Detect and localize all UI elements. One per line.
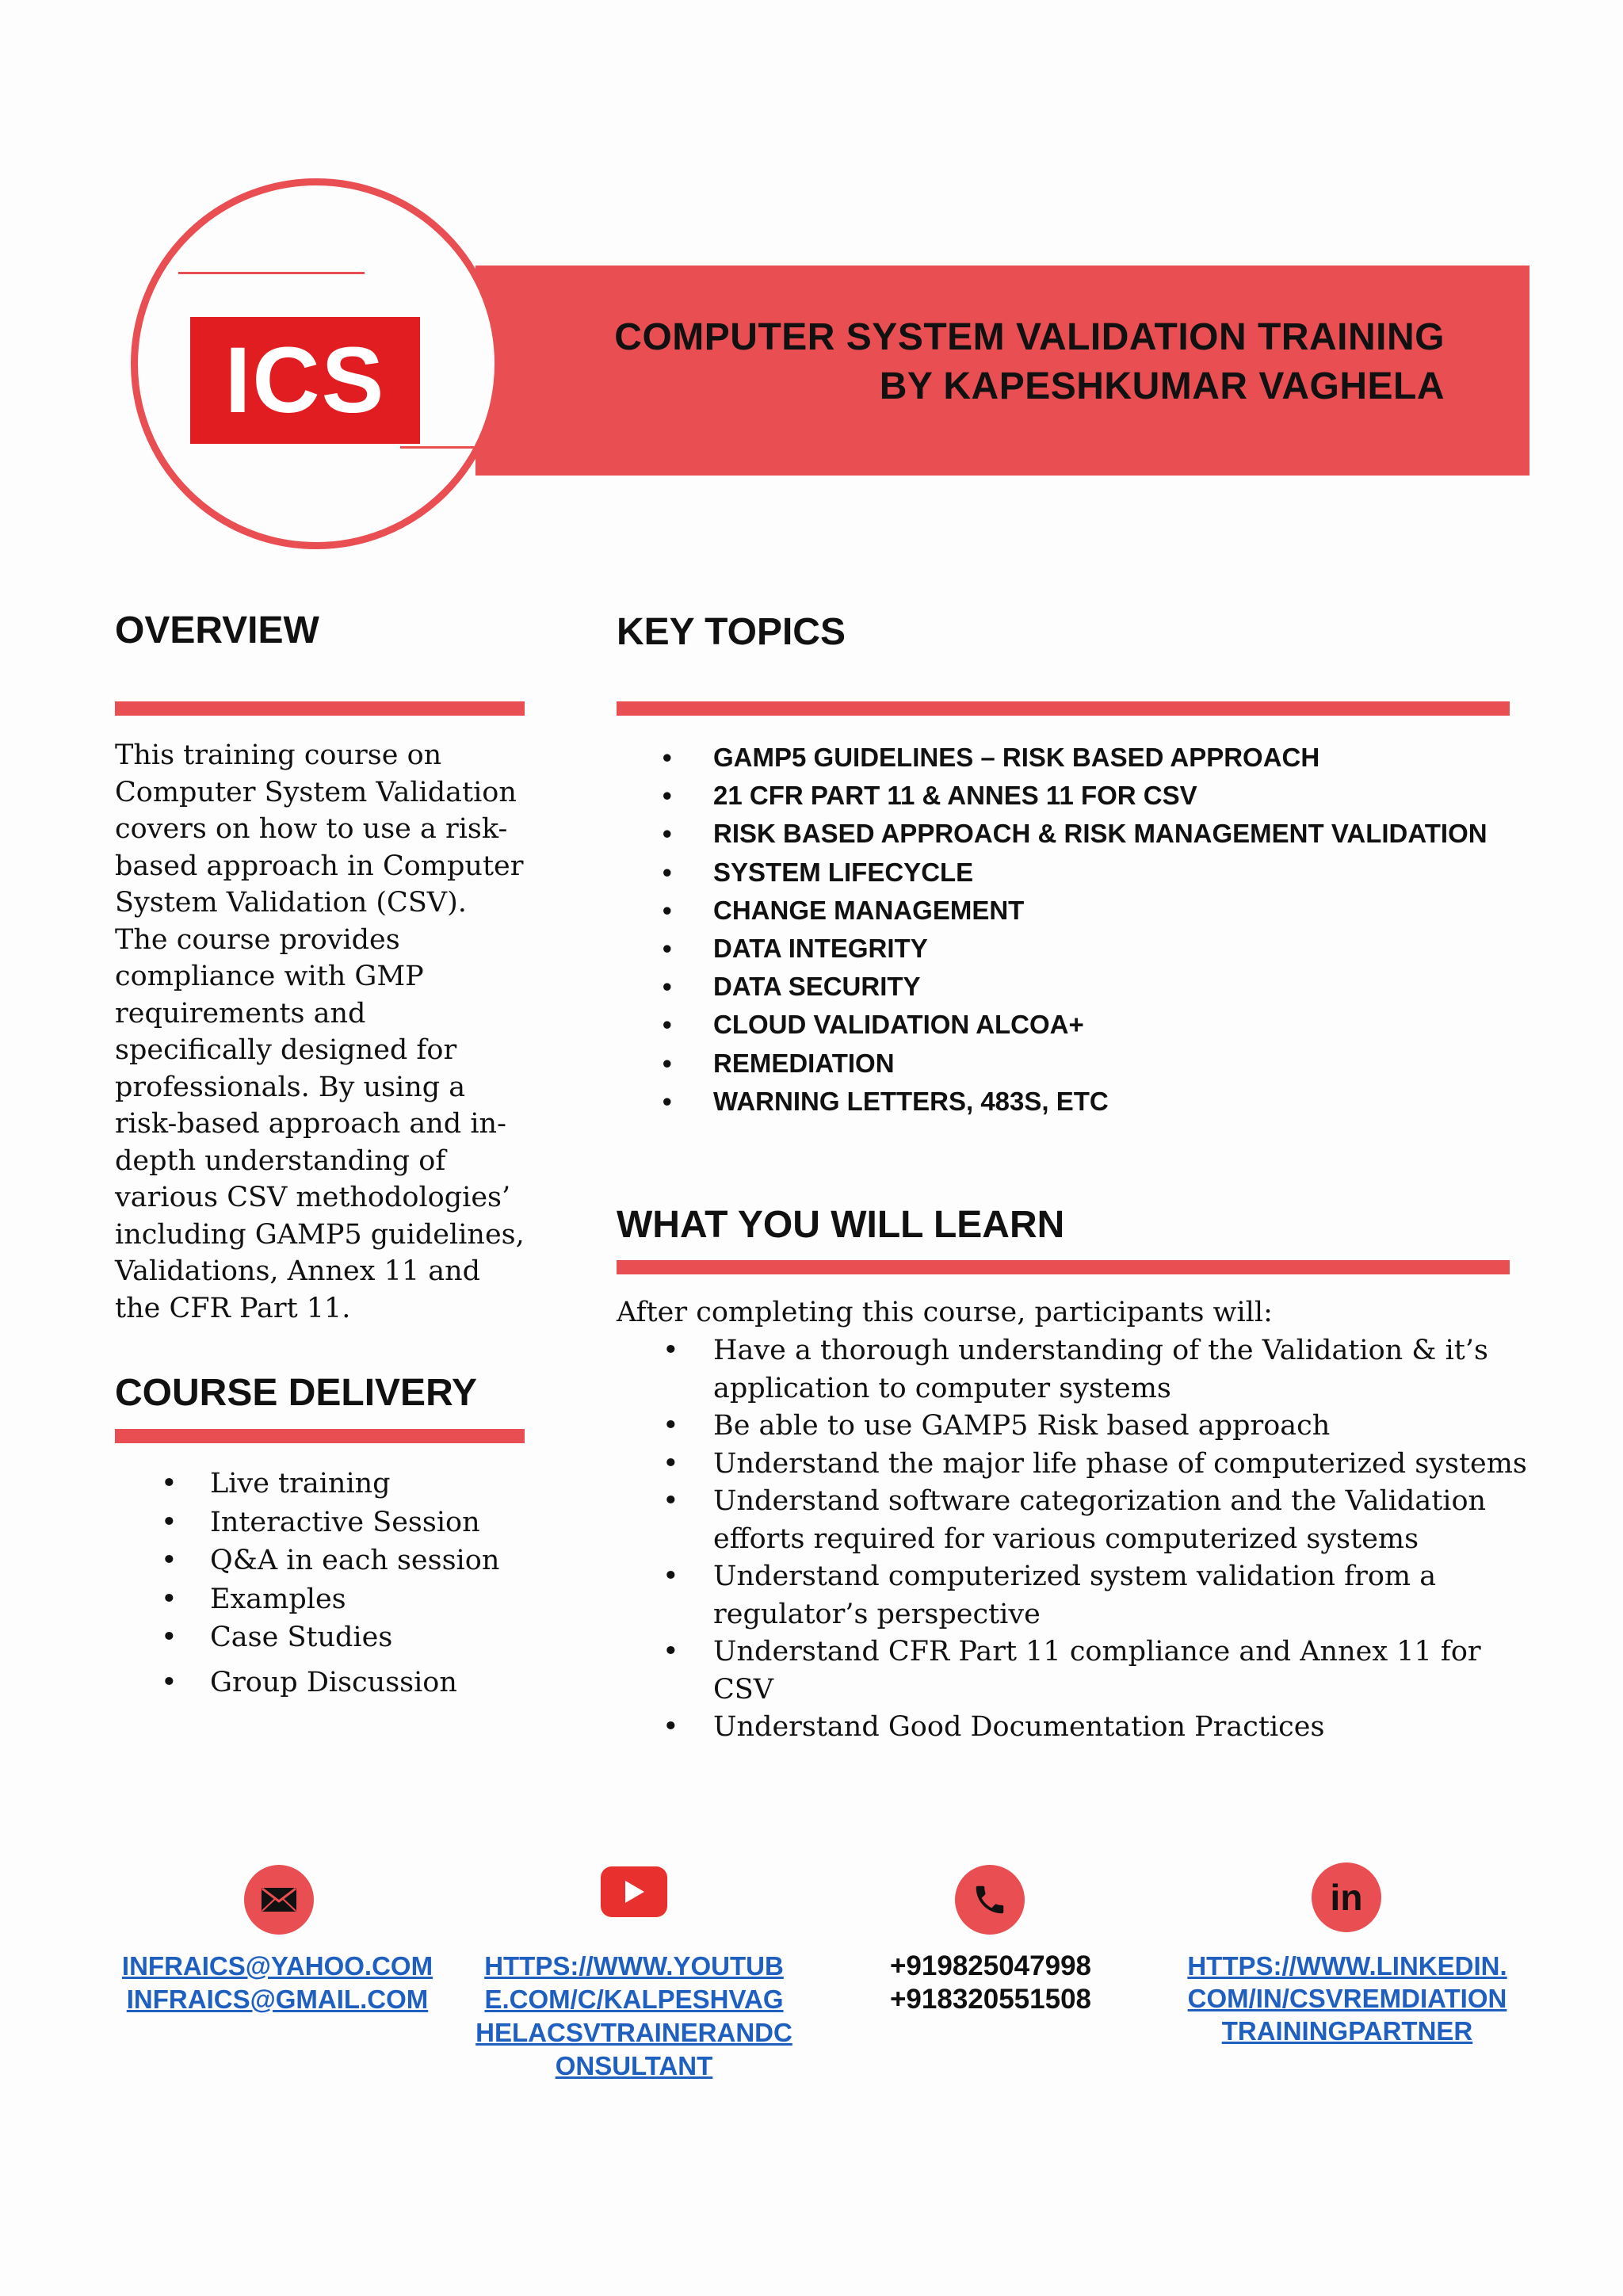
list-item: • Be able to use GAMP5 Risk based approach bbox=[617, 1408, 1528, 1446]
section-divider bbox=[617, 1260, 1510, 1274]
email-icon[interactable] bbox=[244, 1865, 314, 1935]
phone-numbers bbox=[840, 1950, 1141, 2016]
linkedin-glyph: in bbox=[1330, 1877, 1363, 1918]
overview-heading: OVERVIEW bbox=[115, 609, 319, 651]
key-topics-heading: KEY TOPICS bbox=[617, 611, 846, 653]
learn-intro: After completing this course, participants will: bbox=[617, 1297, 1273, 1328]
section-divider bbox=[115, 701, 525, 716]
list-item: • Understand the major life phase of computerized systems bbox=[617, 1446, 1528, 1484]
email-yahoo-link[interactable]: INFRAICS@YAHOO.COM bbox=[121, 1951, 433, 1981]
list-item: • CLOUD VALIDATION ALCOA+ bbox=[617, 1006, 1528, 1044]
play-glyph bbox=[622, 1879, 646, 1904]
list-item: • REMEDIATION bbox=[617, 1045, 1528, 1083]
delivery-list bbox=[115, 1465, 527, 1702]
list-item: • RISK BASED APPROACH & RISK MANAGEMENT VALIDATION bbox=[617, 815, 1528, 853]
section-divider bbox=[617, 701, 1510, 716]
key-topics-list bbox=[617, 739, 1528, 1121]
list-item: • DATA SECURITY bbox=[617, 968, 1528, 1006]
title-line: COMPUTER SYSTEM VALIDATION TRAINING bbox=[614, 316, 1445, 358]
logo-text: ICS bbox=[224, 328, 386, 433]
link-line[interactable]: HTTPS://WWW.LINKEDIN. bbox=[1187, 1951, 1507, 1981]
page-title bbox=[614, 313, 1445, 411]
list-item: • CHANGE MANAGEMENT bbox=[617, 892, 1528, 930]
list-item: • WARNING LETTERS, 483S, ETC bbox=[617, 1083, 1528, 1121]
link-line[interactable]: HTTPS://WWW.YOUTUB bbox=[484, 1951, 784, 1981]
phone-icon[interactable] bbox=[955, 1865, 1025, 1935]
list-item: • Group Discussion bbox=[115, 1664, 527, 1702]
list-item: • SYSTEM LIFECYCLE bbox=[617, 854, 1528, 892]
email-links[interactable] bbox=[103, 1950, 452, 2016]
course-delivery-heading: COURSE DELIVERY bbox=[115, 1372, 477, 1414]
list-item: • Understand Good Documentation Practices bbox=[617, 1709, 1528, 1747]
logo-ring bbox=[131, 178, 511, 559]
youtube-link[interactable] bbox=[468, 1950, 800, 2083]
list-item: • Understand CFR Part 11 compliance and Annex 11 for CSV bbox=[617, 1633, 1528, 1709]
phone-number[interactable]: +919825047998 bbox=[889, 1950, 1092, 1981]
link-line[interactable]: E.COM/C/KALPESHVAG bbox=[484, 1985, 784, 2014]
title-line: BY KAPESHKUMAR VAGHELA bbox=[879, 365, 1445, 407]
list-item: • 21 CFR PART 11 & ANNES 11 FOR CSV bbox=[617, 777, 1528, 815]
link-line[interactable]: COM/IN/CSVREMDIATION bbox=[1187, 1984, 1507, 2013]
list-item: • Understand computerized system validation from a regulator’s perspective bbox=[617, 1558, 1528, 1633]
learn-heading: WHAT YOU WILL LEARN bbox=[617, 1204, 1065, 1246]
list-item: • Case Studies bbox=[115, 1618, 527, 1657]
envelope-glyph bbox=[261, 1887, 297, 1912]
link-line[interactable]: HELACSVTRAINERANDC bbox=[475, 2018, 792, 2047]
learn-list bbox=[617, 1332, 1528, 1747]
logo-accent-line bbox=[400, 446, 479, 449]
ics-logo bbox=[190, 317, 420, 444]
handset-glyph bbox=[972, 1881, 1008, 1918]
list-item: • Examples bbox=[115, 1580, 527, 1619]
list-item: • Q&A in each session bbox=[115, 1541, 527, 1580]
list-item: • Interactive Session bbox=[115, 1503, 527, 1542]
overview-text: This training course on Computer System Validation covers on how to use a risk-based approach in Computer System Validation (CSV). The course provides compliance with GMP requirements and specifically designed for professionals. By using a risk-based approach and in-depth understanding of various CSV methodologies’ including GAMP5 guidelines, Validations, Annex 11 and the CFR Part 11. bbox=[115, 739, 525, 1324]
link-line[interactable]: TRAININGPARTNER bbox=[1221, 2016, 1473, 2046]
list-item: • DATA INTEGRITY bbox=[617, 930, 1528, 968]
linkedin-link[interactable] bbox=[1173, 1950, 1522, 2047]
phone-number[interactable]: +918320551508 bbox=[889, 1984, 1092, 2015]
list-item: • GAMP5 GUIDELINES – RISK BASED APPROACH bbox=[617, 739, 1528, 777]
email-gmail-link[interactable]: INFRAICS@GMAIL.COM bbox=[126, 1985, 429, 2014]
youtube-icon[interactable] bbox=[601, 1866, 667, 1917]
section-divider bbox=[115, 1429, 525, 1443]
link-line[interactable]: ONSULTANT bbox=[555, 2051, 713, 2080]
linkedin-icon[interactable] bbox=[1312, 1862, 1381, 1932]
list-item: • Have a thorough understanding of the Validation & it’s application to computer systems bbox=[617, 1332, 1528, 1408]
logo-accent-line bbox=[178, 272, 365, 274]
list-item: • Live training bbox=[115, 1465, 527, 1503]
list-item: • Understand software categorization and the Validation efforts required for various computerized systems bbox=[617, 1483, 1528, 1558]
